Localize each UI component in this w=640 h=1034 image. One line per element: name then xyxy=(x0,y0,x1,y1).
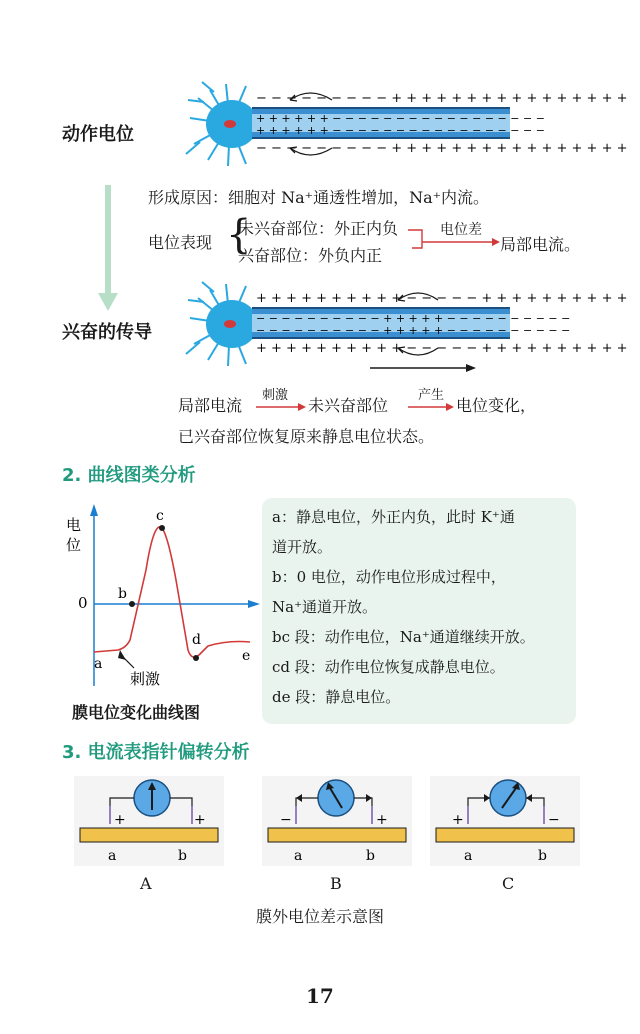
left-sign: − xyxy=(280,812,292,828)
meter-figure-a xyxy=(74,776,224,866)
brace-icon: { xyxy=(226,212,252,258)
left-sign: + xyxy=(114,812,126,828)
potential-label: 电位表现 xyxy=(148,233,213,252)
notes-box xyxy=(262,498,576,724)
neuron-body-icon xyxy=(186,282,258,366)
y-label-1: 电 xyxy=(66,516,82,534)
note-line: Na⁺通道开放。 xyxy=(272,598,377,616)
right-sign: + xyxy=(376,812,388,828)
chain-part1: 局部电流 xyxy=(178,396,243,415)
recovery-text: 已兴奋部位恢复原来静息电位状态。 xyxy=(178,427,435,446)
chain-part3: 电位变化， xyxy=(456,396,537,415)
meter-figure-c xyxy=(430,776,580,866)
local-current-text: 局部电流。 xyxy=(500,235,581,254)
chain-arrow1-label: 刺激 xyxy=(262,388,289,403)
label-c: c xyxy=(156,508,164,524)
label-d: d xyxy=(192,632,201,648)
cause-text: 形成原因：细胞对 Na⁺通透性增加，Na⁺内流。 xyxy=(148,188,490,207)
figure-label-c: C xyxy=(502,874,515,893)
inner-top-signs: + + + + + + − − − − − − − − − − − − − − − − − xyxy=(256,112,545,125)
figure-label-b: B xyxy=(330,874,342,893)
figure-label-a: A xyxy=(140,874,152,893)
meter-figure-b xyxy=(262,776,412,866)
arrow-right-icon xyxy=(408,402,454,412)
point-b-label: b xyxy=(178,848,187,864)
excited-text: 兴奋部位：外负内正 xyxy=(238,246,383,265)
note-line: cd 段：动作电位恢复成静息电位。 xyxy=(272,658,505,676)
arrow-right-icon xyxy=(256,402,306,412)
label-e: e xyxy=(242,648,251,664)
right-sign: + xyxy=(194,812,206,828)
section3-caption: 膜外电位差示意图 xyxy=(256,907,385,926)
note-line: bc 段：动作电位，Na⁺通道继续开放。 xyxy=(272,628,535,646)
outer-top-signs: − − − − − − − − − + + + + + + + + + + + + + + + + xyxy=(256,91,628,106)
left-sign: + xyxy=(452,812,464,828)
inner-bottom-signs: + + + + + + − − − − − − − − − − − − − − − − − xyxy=(256,124,545,137)
flow-down-arrow-icon xyxy=(98,185,118,313)
inner-bottom-signs: − − − − − − − − − − + + + + + − − − − − − − − − − xyxy=(256,324,571,337)
x-axis-arrow-icon xyxy=(248,600,260,608)
label-conduction: 兴奋的传导 xyxy=(62,322,152,343)
conduction-direction-arrow-icon xyxy=(466,364,476,372)
note-line: b：0 电位，动作电位形成过程中， xyxy=(272,568,506,586)
membrane-bar xyxy=(436,828,574,842)
section2-title: 2. 曲线图类分析 xyxy=(62,465,196,486)
note-line: a：静息电位，外正内负，此时 K⁺通 xyxy=(272,508,515,526)
chain-arrow2-label: 产生 xyxy=(418,388,445,403)
y-label-2: 位 xyxy=(66,536,82,554)
label-action-potential: 动作电位 xyxy=(62,124,134,145)
page-number: 17 xyxy=(306,984,334,1008)
zero-label: 0 xyxy=(78,594,88,612)
note-line: de 段：静息电位。 xyxy=(272,688,401,706)
right-sign: − xyxy=(548,812,560,828)
point-a-label: a xyxy=(294,848,303,864)
unexcited-text: 未兴奋部位：外正内负 xyxy=(238,219,399,238)
membrane-bar xyxy=(268,828,406,842)
note-line: 道开放。 xyxy=(272,538,333,556)
outer-top-signs: + + + + + + + + + + − − − − − + + + + + + + + + + xyxy=(256,291,628,306)
outer-bottom-signs: + + + + + + + + + + − − − − − + + + + + + + + + + xyxy=(256,341,628,356)
neuron-diagram-conduction xyxy=(180,278,628,374)
label-b: b xyxy=(118,586,127,602)
point-b-label: b xyxy=(538,848,547,864)
point-b-label: b xyxy=(366,848,375,864)
neuron-body-icon xyxy=(186,82,258,166)
y-axis-arrow-icon xyxy=(90,504,98,516)
point-a-label: a xyxy=(108,848,117,864)
neuron-diagram-resting-action xyxy=(180,78,628,170)
membrane-potential-graph xyxy=(58,500,262,690)
point-d xyxy=(193,655,199,661)
point-c xyxy=(159,525,165,531)
stimulus-label: 刺激 xyxy=(130,670,161,688)
point-b xyxy=(129,601,135,607)
inner-top-signs: − − − − − − − − − − + + + + + − − − − − − − − − − xyxy=(256,312,571,325)
membrane-bar xyxy=(80,828,218,842)
label-a: a xyxy=(94,656,103,672)
outer-bottom-signs: − − − − − − − − − + + + + + + + + + + + + + + + + xyxy=(256,141,628,156)
chain-part2: 未兴奋部位 xyxy=(308,396,389,415)
diff-label: 电位差 xyxy=(440,222,482,238)
section3-title: 3. 电流表指针偏转分析 xyxy=(62,742,250,763)
point-a-label: a xyxy=(464,848,473,864)
graph-caption: 膜电位变化曲线图 xyxy=(72,703,201,722)
